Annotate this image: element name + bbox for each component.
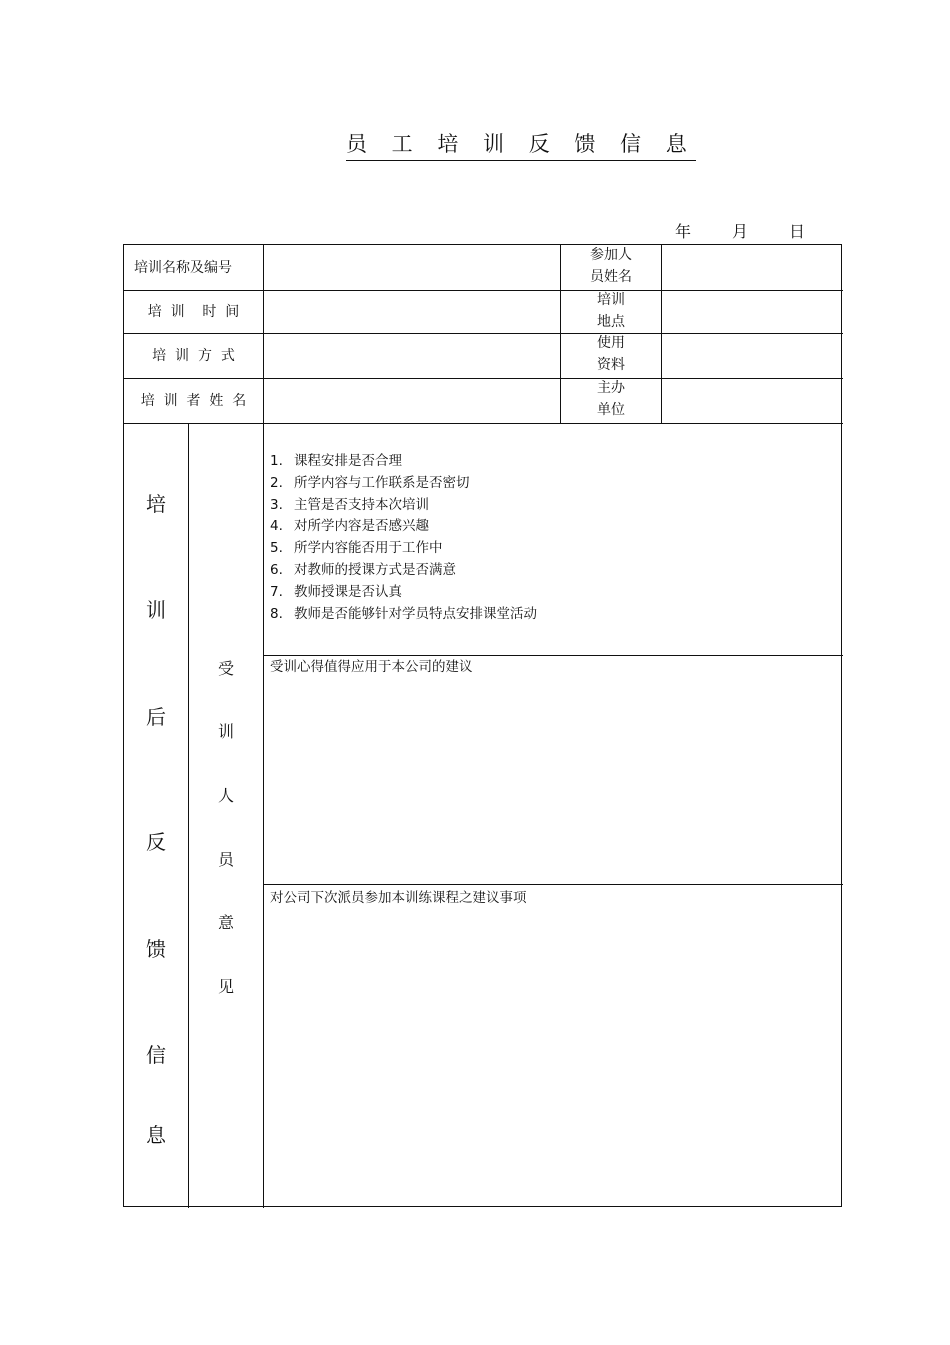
- suggestion-section-label: 受训心得值得应用于本公司的建议: [270, 659, 473, 675]
- question-text: 所学内容能否用于工作中: [294, 540, 443, 557]
- participant-name-label: 参加人 员姓名: [590, 246, 632, 285]
- question-text: 主管是否支持本次培训: [294, 496, 429, 513]
- question-item: [270, 451, 537, 473]
- trainer-name-label: 培 训 者 姓 名: [140, 392, 247, 409]
- question-text: 所学内容与工作联系是否密切: [294, 474, 470, 491]
- side-label-char: 反: [146, 830, 166, 854]
- next-training-text-area[interactable]: [264, 907, 843, 1207]
- training-time-label: 培 训 时 间: [147, 303, 240, 320]
- materials-label: 使用 资料: [597, 334, 625, 373]
- training-method-field[interactable]: [264, 333, 560, 378]
- question-item: [270, 538, 537, 560]
- participant-name-field[interactable]: [662, 245, 843, 290]
- training-location-field[interactable]: [662, 290, 843, 333]
- organizer-field[interactable]: [662, 378, 843, 423]
- date-month-label: 月: [732, 222, 749, 241]
- next-training-section-label: 对公司下次派员参加本训练课程之建议事项: [270, 890, 527, 906]
- question-text: 对教师的授课方式是否满意: [294, 561, 456, 578]
- question-list: [270, 451, 537, 625]
- question-item: [270, 495, 537, 517]
- materials-field[interactable]: [662, 333, 843, 378]
- training-time-field[interactable]: [264, 290, 560, 333]
- feedback-form-table: [123, 244, 842, 1207]
- side-label-char: 后: [146, 705, 166, 729]
- question-number: 7.: [270, 583, 283, 600]
- date-year-label: 年: [675, 222, 692, 241]
- question-text: 教师是否能够针对学员特点安排课堂活动: [294, 605, 537, 622]
- date-day-label: 日: [789, 222, 806, 241]
- question-item: [270, 516, 537, 538]
- training-location-label: 培训 地点: [597, 291, 625, 330]
- organizer-label: 主办 单位: [597, 379, 625, 418]
- training-name-label: 培训名称及编号: [134, 259, 232, 276]
- question-item: [270, 473, 537, 495]
- training-method-label: 培 训 方 式: [152, 347, 235, 364]
- question-number: 4.: [270, 518, 283, 535]
- question-text: 教师授课是否认真: [294, 583, 402, 600]
- question-number: 1.: [270, 453, 283, 469]
- side-label-char: 息: [146, 1123, 166, 1147]
- trainer-name-field[interactable]: [264, 378, 560, 423]
- question-number: 5.: [270, 540, 283, 557]
- question-number: 2.: [270, 474, 283, 491]
- row-divider: [124, 423, 843, 424]
- mid-label-char: 人: [217, 786, 234, 805]
- suggestion-text-area[interactable]: [264, 677, 843, 883]
- mid-label-char: 员: [217, 850, 234, 869]
- question-item: [270, 604, 537, 626]
- question-text: 对所学内容是否感兴趣: [294, 518, 429, 535]
- section-divider: [263, 884, 843, 885]
- side-label-char: 训: [146, 598, 166, 622]
- mid-label-char: 受: [217, 659, 234, 678]
- question-item: [270, 560, 537, 582]
- training-name-field[interactable]: [264, 245, 560, 290]
- question-number: 6.: [270, 561, 283, 578]
- side-label-char: 信: [146, 1043, 166, 1067]
- mid-label-char: 训: [217, 722, 234, 741]
- side-label-char: 培: [146, 492, 166, 516]
- question-number: 8.: [270, 605, 283, 622]
- mid-label-char: 意: [217, 913, 234, 932]
- mid-label-char: 见: [217, 977, 234, 996]
- side-label-char: 馈: [146, 937, 166, 961]
- column-divider: [188, 423, 189, 1208]
- question-number: 3.: [270, 496, 283, 513]
- question-item: [270, 582, 537, 604]
- page-title: 员 工 培 训 反 馈 信 息: [346, 128, 696, 161]
- question-text: 课程安排是否合理: [294, 453, 402, 469]
